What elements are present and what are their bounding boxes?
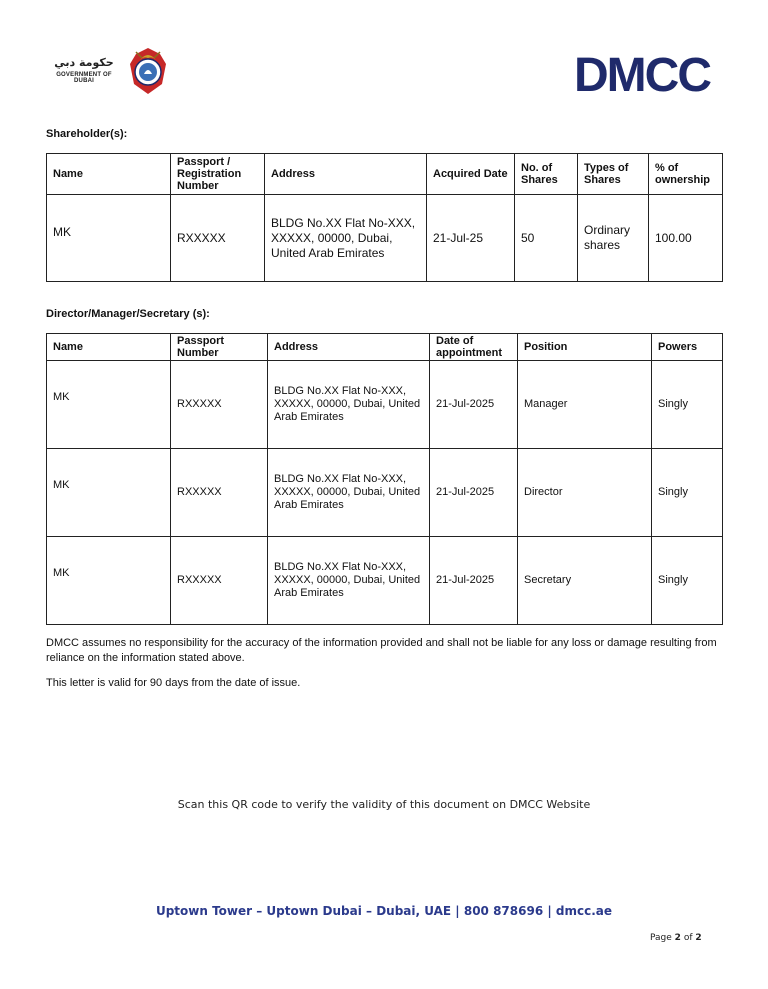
qr-scan-caption: Scan this QR code to verify the validity of this document on DMCC Website xyxy=(177,798,591,811)
page-label: Page xyxy=(650,933,672,943)
director-name: MK xyxy=(47,361,171,449)
column-header: Address xyxy=(265,154,427,195)
shareholder-acquired-date: 21-Jul-25 xyxy=(427,195,515,282)
disclaimer-text: DMCC assumes no responsibility for the accuracy of the information provided and shall not be liable for any loss or damage resulting from reliance on the information stated above. xyxy=(46,637,717,664)
column-header: Passport / Registration Number xyxy=(171,154,265,195)
director-position: Secretary xyxy=(518,537,652,625)
director-powers: Singly xyxy=(652,449,723,537)
director-powers: Singly xyxy=(652,361,723,449)
table-row xyxy=(47,537,723,625)
page-number xyxy=(650,933,702,943)
directors-title: Director/Manager/Secretary (s): xyxy=(46,308,210,320)
director-position: Director xyxy=(518,449,652,537)
director-passport: RXXXXX xyxy=(171,361,268,449)
shareholder-name: MK xyxy=(47,195,171,282)
shareholder-passport: RXXXXX xyxy=(171,195,265,282)
table-row xyxy=(47,361,723,449)
shareholder-ownership: 100.00 xyxy=(649,195,723,282)
director-address: BLDG No.XX Flat No-XXX, XXXXX, 00000, Dubai, United Arab Emirates xyxy=(268,449,430,537)
director-powers: Singly xyxy=(652,537,723,625)
shareholder-share-type: Ordinary shares xyxy=(578,195,649,282)
director-date: 21-Jul-2025 xyxy=(430,361,518,449)
director-passport: RXXXXX xyxy=(171,537,268,625)
table-header-row xyxy=(47,334,723,361)
column-header: Name xyxy=(47,334,171,361)
government-of-dubai-arabic: حكومة دبي xyxy=(54,56,114,69)
table-header-row xyxy=(47,154,723,195)
directors-table xyxy=(46,333,723,625)
government-of-dubai-label: GOVERNMENT OF DUBAI xyxy=(56,72,112,84)
shareholders-table xyxy=(46,153,723,282)
footer-contact-line: Uptown Tower – Uptown Dubai – Dubai, UAE | 800 878696 | dmcc.ae xyxy=(155,904,613,918)
director-name: MK xyxy=(47,449,171,537)
column-header: Acquired Date xyxy=(427,154,515,195)
column-header: Passport Number xyxy=(171,334,268,361)
table-row xyxy=(47,195,723,282)
director-address: BLDG No.XX Flat No-XXX, XXXXX, 00000, Dubai, United Arab Emirates xyxy=(268,537,430,625)
column-header: Powers xyxy=(652,334,723,361)
column-header: Position xyxy=(518,334,652,361)
dubai-emblem-icon xyxy=(122,44,174,98)
director-position: Manager xyxy=(518,361,652,449)
column-header: % of ownership xyxy=(649,154,723,195)
director-address: BLDG No.XX Flat No-XXX, XXXXX, 00000, Dubai, United Arab Emirates xyxy=(268,361,430,449)
shareholders-title: Shareholder(s): xyxy=(46,128,128,140)
page-total: 2 xyxy=(695,933,702,943)
director-passport: RXXXXX xyxy=(171,449,268,537)
shareholder-address: BLDG No.XX Flat No-XXX, XXXXX, 00000, Dubai, United Arab Emirates xyxy=(265,195,427,282)
column-header: Name xyxy=(47,154,171,195)
validity-text: This letter is valid for 90 days from the date of issue. xyxy=(46,677,301,689)
column-header: Types of Shares xyxy=(578,154,649,195)
dmcc-logo: DMCC xyxy=(574,49,710,102)
shareholder-shares: 50 xyxy=(515,195,578,282)
column-header: No. of Shares xyxy=(515,154,578,195)
page-current: 2 xyxy=(674,933,681,943)
director-date: 21-Jul-2025 xyxy=(430,537,518,625)
table-row xyxy=(47,449,723,537)
column-header: Date of appointment xyxy=(430,334,518,361)
director-date: 21-Jul-2025 xyxy=(430,449,518,537)
column-header: Address xyxy=(268,334,430,361)
director-name: MK xyxy=(47,537,171,625)
page-of-label: of xyxy=(683,933,693,943)
